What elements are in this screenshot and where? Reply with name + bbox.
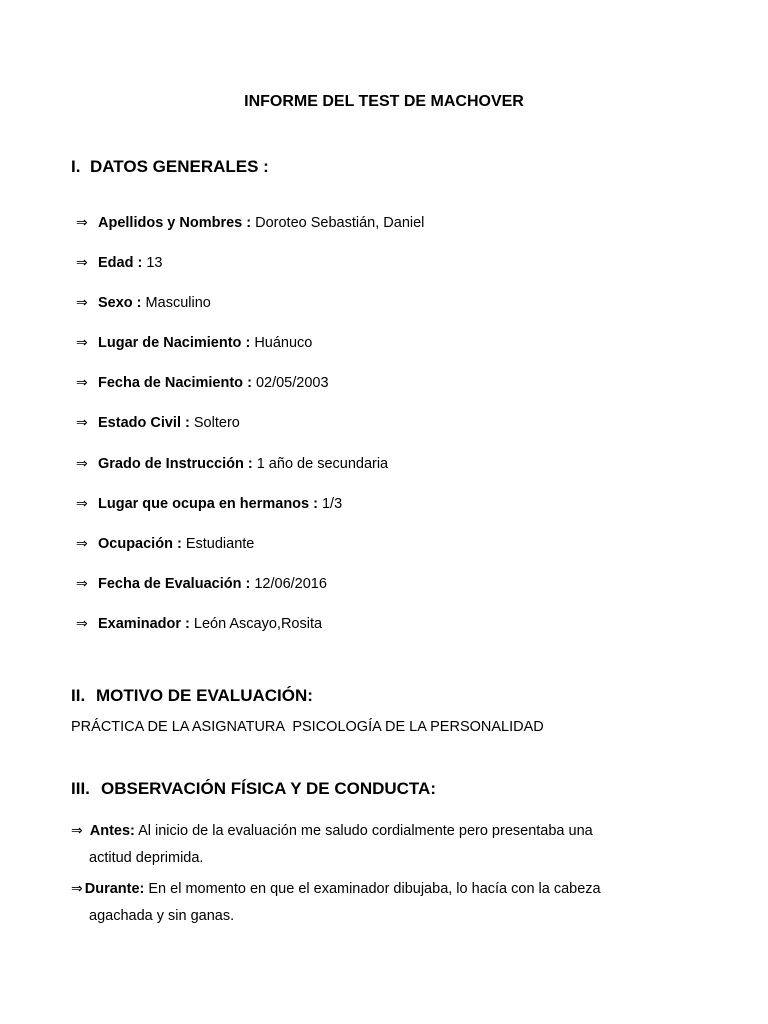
observacion-antes xyxy=(71,818,671,872)
section-title: MOTIVO DE EVALUACIÓN: xyxy=(96,686,313,705)
arrow-right-icon: ⇒ xyxy=(76,495,88,512)
observacion-text-line2: agachada y sin ganas. xyxy=(89,908,235,924)
field-sexo xyxy=(76,293,424,333)
section-title: DATOS GENERALES : xyxy=(90,157,269,176)
field-label: Fecha de Nacimiento : xyxy=(98,375,252,392)
arrow-right-icon: ⇒ xyxy=(76,415,88,432)
arrow-right-icon: ⇒ xyxy=(76,215,88,231)
field-value: León Ascayo,Rosita xyxy=(193,615,323,632)
field-label: Estado Civil : xyxy=(98,415,190,432)
motivo-text: PRÁCTICA DE LA ASIGNATURA PSICOLOGÍA DE LA PERSONALIDAD xyxy=(71,719,544,735)
arrow-right-icon: ⇒ xyxy=(76,535,88,552)
field-label: Apellidos y Nombres : xyxy=(98,215,252,231)
field-label: Examinador : xyxy=(98,615,190,632)
arrow-right-icon: ⇒ xyxy=(76,335,88,352)
field-label: Ocupación : xyxy=(98,535,182,552)
observacion-text-line2: actitud deprimida. xyxy=(89,850,204,866)
field-label: Sexo : xyxy=(98,295,142,312)
field-examinador xyxy=(76,614,424,654)
document-title: INFORME DEL TEST DE MACHOVER xyxy=(244,93,524,110)
arrow-right-icon: ⇒ xyxy=(71,823,83,839)
field-grado-instruccion xyxy=(76,454,424,494)
arrow-right-icon: ⇒ xyxy=(76,295,88,312)
field-value: 13 xyxy=(146,255,163,272)
arrow-right-icon: ⇒ xyxy=(76,455,88,472)
field-estado-civil xyxy=(76,413,424,453)
field-edad xyxy=(76,253,424,293)
arrow-right-icon: ⇒ xyxy=(76,255,88,272)
arrow-right-icon: ⇒ xyxy=(76,615,88,632)
field-label: Edad : xyxy=(98,255,143,272)
section-heading-observacion xyxy=(71,778,436,800)
field-apellidos-nombres xyxy=(76,213,424,253)
observacion-label: Durante: xyxy=(84,881,145,897)
arrow-right-icon: ⇒ xyxy=(71,881,83,897)
section-number: II. xyxy=(71,686,86,705)
section-number: III. xyxy=(71,779,90,798)
field-value: Doroteo Sebastián, Daniel xyxy=(255,215,425,231)
section-heading-motivo xyxy=(71,685,313,707)
datos-generales-list xyxy=(76,213,424,654)
field-label: Lugar que ocupa en hermanos : xyxy=(98,495,318,512)
field-value: Huánuco xyxy=(254,335,313,352)
field-lugar-nacimiento xyxy=(76,333,424,373)
field-value: 02/05/2003 xyxy=(255,375,329,392)
section-heading-datos-generales xyxy=(71,156,269,178)
field-value: 1 año de secundaria xyxy=(256,455,389,472)
section-title: OBSERVACIÓN FÍSICA Y DE CONDUCTA: xyxy=(101,779,436,798)
field-label: Grado de Instrucción : xyxy=(98,455,253,472)
arrow-right-icon: ⇒ xyxy=(76,575,88,592)
field-fecha-evaluacion xyxy=(76,574,424,614)
field-ocupacion xyxy=(76,534,424,574)
field-fecha-nacimiento xyxy=(76,373,424,413)
field-value: 12/06/2016 xyxy=(254,575,327,592)
field-label: Lugar de Nacimiento : xyxy=(98,335,251,352)
field-value: 1/3 xyxy=(321,495,343,512)
arrow-right-icon: ⇒ xyxy=(76,375,88,392)
field-label: Fecha de Evaluación : xyxy=(98,575,251,592)
field-value: Estudiante xyxy=(185,535,255,552)
field-value: Masculino xyxy=(145,295,211,312)
observacion-label: Antes: xyxy=(89,823,135,839)
field-value: Soltero xyxy=(193,415,240,432)
field-lugar-hermanos xyxy=(76,494,424,534)
section-number: I. xyxy=(71,157,81,176)
observacion-text-line1: En el momento en que el examinador dibujaba, lo hacía con la cabeza xyxy=(148,881,601,897)
observacion-durante xyxy=(71,876,671,930)
observacion-text-line1: Al inicio de la evaluación me saludo cordialmente pero presentaba una xyxy=(138,823,593,839)
